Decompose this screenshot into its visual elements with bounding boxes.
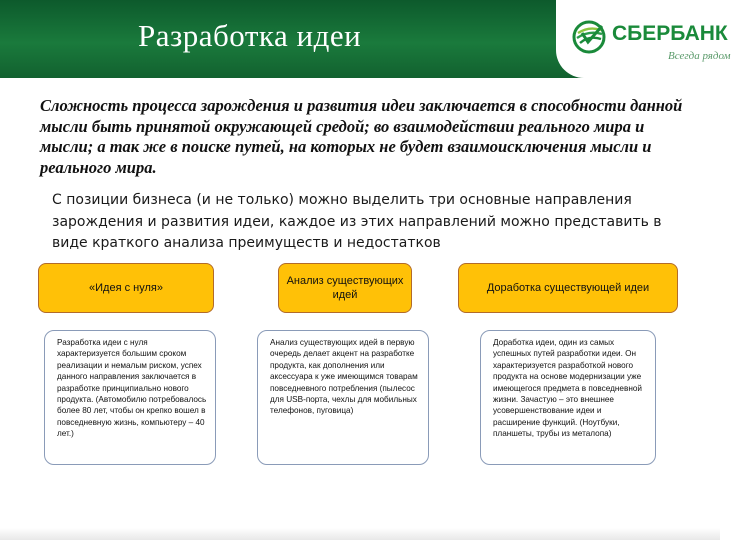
sberbank-logo-icon bbox=[572, 20, 606, 54]
direction-title-box-3: Доработка существующей идеи bbox=[458, 263, 678, 313]
logo-slogan: Всегда рядом bbox=[668, 50, 731, 62]
logo-panel bbox=[556, 0, 731, 78]
direction-title-box-1: «Идея с нуля» bbox=[38, 263, 214, 313]
intro-paragraph: Сложность процесса зарождения и развития идеи заключается в способности данной мысли быть принятой окружающей средой; во взаимодействии реального мира и мысли; а так же в поиске путей, на которых не будет взаимоисключения мысли и реального мира. bbox=[40, 96, 683, 177]
direction-description-2: Анализ существующих идей в первую очередь делает акцент на разработке продукта, как дополнения или аксессуара к уже имеющимся товарам повседневного потребления (пылесос для USB-порта, чехлы для мобильных телефонов, пуговица) bbox=[257, 330, 429, 465]
logo-text: СБЕРБАНК bbox=[612, 22, 728, 45]
slide-title: Разработка идеи bbox=[138, 18, 362, 53]
direction-title-box-2: Анализ существующих идей bbox=[278, 263, 412, 313]
direction-description-3: Доработка идеи, один из самых успешных путей разработки идеи. Он характеризуется разработкой нового продукта на основе модернизации уже имеющегося предмета в повседневной жизни. Зачастую – это внешнее усовершенствование идеи и расширение функций. (Ноутбуки, планшеты, трубы из металопа) bbox=[480, 330, 656, 465]
bottom-shadow bbox=[0, 528, 720, 540]
header-bar bbox=[0, 0, 731, 78]
subtext-paragraph: С позиции бизнеса (и не только) можно выделить три основные направления зарождения и развития идеи, каждое из этих направлений можно представить в виде краткого анализа преимуществ и недостатков bbox=[52, 192, 662, 251]
direction-description-1: Разработка идеи с нуля характеризуется большим сроком реализации и немалым риском, успех данного направления заключается в разработке принципиально нового продукта. (Автомобилю потребовалось более 80 лет, чтобы он крепко вошел в повседневную жизнь, компьютеру – 40 лет.) bbox=[44, 330, 216, 465]
